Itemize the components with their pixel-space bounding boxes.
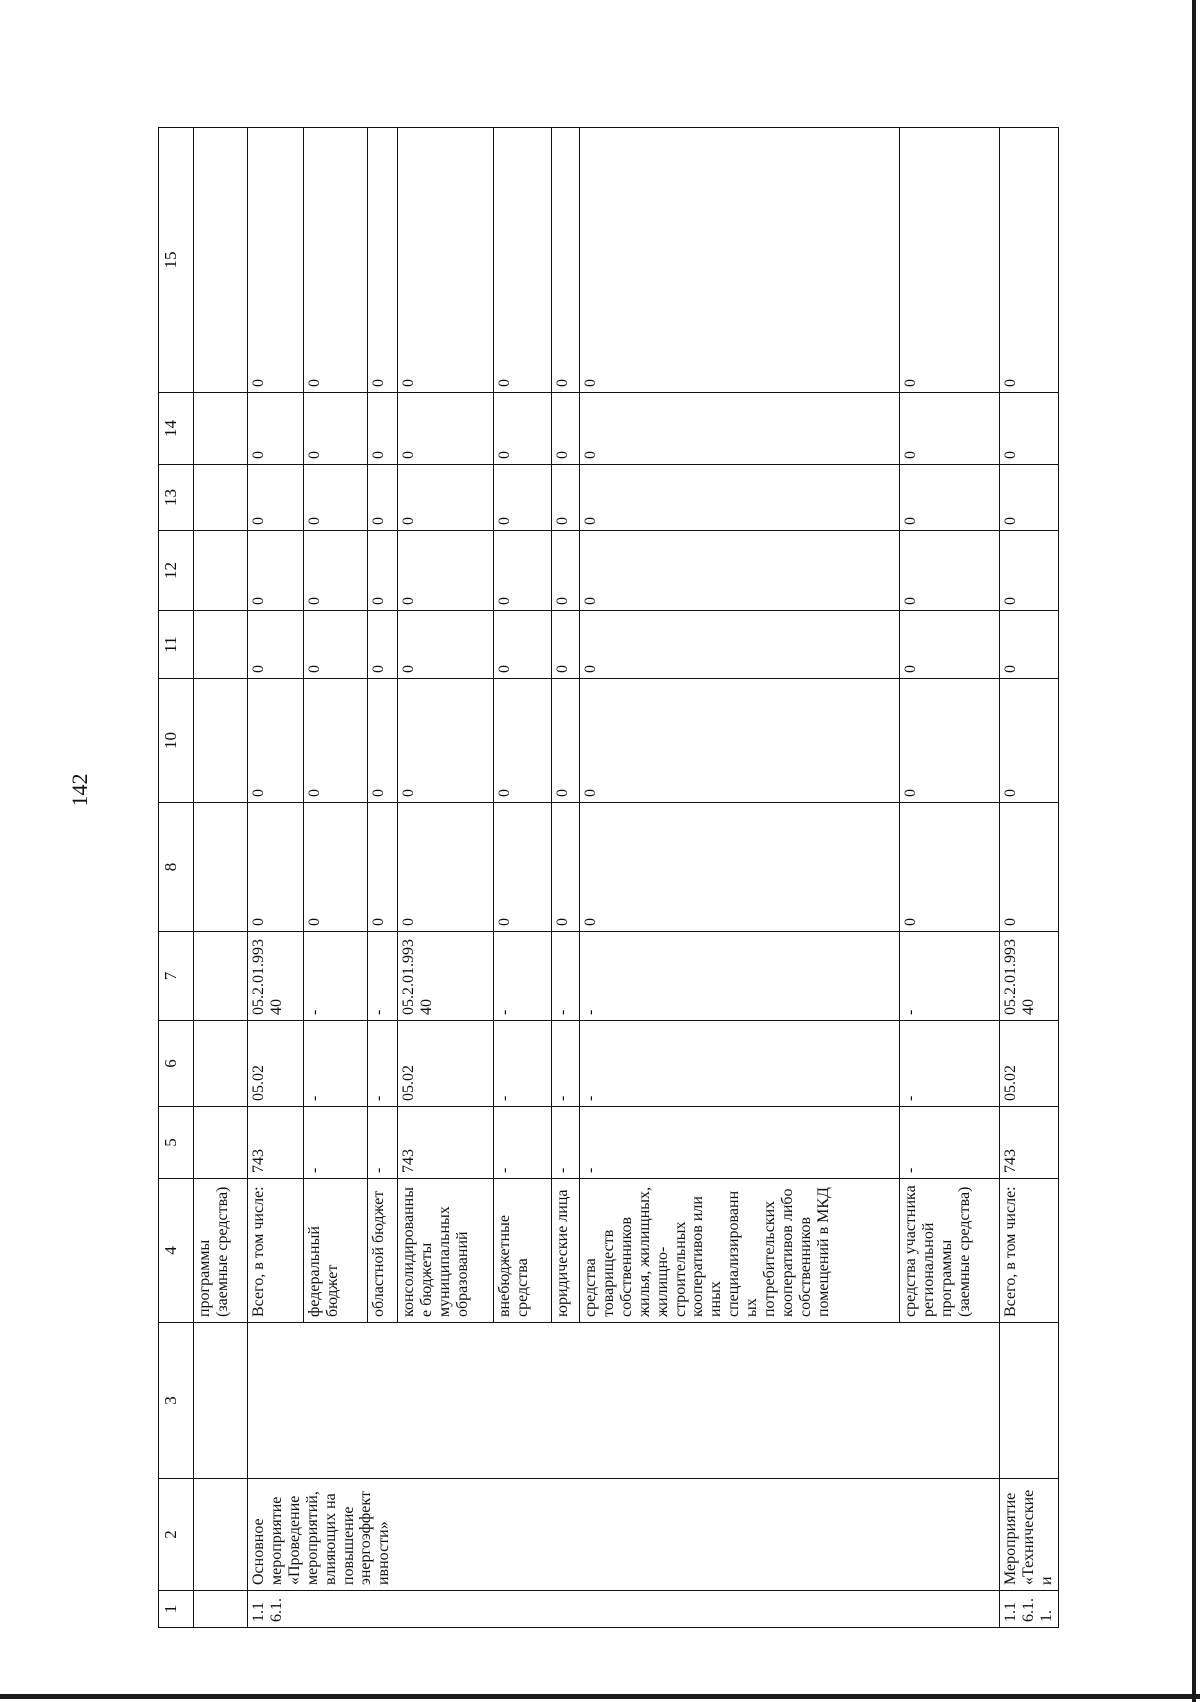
cell-col15: 0	[1000, 128, 1059, 393]
cell-source: юридические лица	[552, 1179, 580, 1323]
cell-num: 1.16.1.	[248, 1591, 1000, 1628]
cell-col11: 0	[368, 611, 398, 679]
cell-col11: 0	[900, 611, 1000, 679]
cell-col8: 0	[248, 803, 304, 932]
cell-col10: 0	[900, 679, 1000, 803]
cell-col15: 0	[552, 128, 580, 393]
table-row	[194, 128, 248, 1628]
cell-col12	[194, 531, 248, 611]
col-header-8: 8	[159, 803, 194, 932]
budget-table	[158, 127, 1059, 1628]
cell-col15: 0	[368, 128, 398, 393]
cell-source: внебюджетные средства	[494, 1179, 552, 1323]
cell-col5: 743	[248, 1107, 304, 1179]
cell-col13: 0	[368, 465, 398, 531]
cell-col14: 0	[398, 393, 494, 465]
cell-col10: 0	[494, 679, 552, 803]
cell-col11: 0	[1000, 611, 1059, 679]
cell-col12: 0	[494, 531, 552, 611]
cell-col10: 0	[368, 679, 398, 803]
cell-col13: 0	[304, 465, 368, 531]
cell-col11	[194, 611, 248, 679]
cell-col8: 0	[1000, 803, 1059, 932]
cell-col3	[248, 1323, 1000, 1479]
cell-source: средства товариществ собственников жилья, жилищных, жилищно-строительных кооперативов или иных специализированных потребительских кооперативов либо собственников помещений в МКД	[580, 1179, 900, 1323]
cell-col13: 0	[248, 465, 304, 531]
cell-col7	[194, 932, 248, 1021]
cell-col5	[194, 1107, 248, 1179]
cell-col14: 0	[580, 393, 900, 465]
col-header-11: 11	[159, 611, 194, 679]
cell-col6: 05.02	[1000, 1021, 1059, 1107]
cell-col14: 0	[552, 393, 580, 465]
cell-col6: -	[304, 1021, 368, 1107]
cell-col14: 0	[1000, 393, 1059, 465]
cell-col15: 0	[248, 128, 304, 393]
cell-col13: 0	[494, 465, 552, 531]
cell-col12: 0	[1000, 531, 1059, 611]
cell-col3	[194, 1323, 248, 1479]
cell-col13	[194, 465, 248, 531]
cell-name: Мероприятие «Технические и	[1000, 1479, 1059, 1591]
cell-col8: 0	[368, 803, 398, 932]
cell-source: Всего, в том числе:	[248, 1179, 304, 1323]
cell-col12: 0	[900, 531, 1000, 611]
cell-col10: 0	[304, 679, 368, 803]
cell-name	[194, 1479, 248, 1591]
cell-col11: 0	[494, 611, 552, 679]
cell-col12: 0	[248, 531, 304, 611]
table-row	[1000, 128, 1059, 1628]
cell-num	[194, 1591, 248, 1628]
col-header-3: 3	[159, 1323, 194, 1479]
cell-col5: 743	[1000, 1107, 1059, 1179]
table-row	[248, 128, 304, 1628]
cell-col6: -	[368, 1021, 398, 1107]
cell-col5: -	[552, 1107, 580, 1179]
cell-col6: 05.02	[398, 1021, 494, 1107]
col-header-2: 2	[159, 1479, 194, 1591]
cell-col5: -	[368, 1107, 398, 1179]
cell-col8: 0	[580, 803, 900, 932]
cell-col14: 0	[494, 393, 552, 465]
cell-col10: 0	[248, 679, 304, 803]
scan-edge-bottom	[0, 1694, 1200, 1699]
cell-col10: 0	[552, 679, 580, 803]
page-number: 142	[67, 773, 92, 807]
col-header-15: 15	[159, 128, 194, 393]
cell-col10: 0	[1000, 679, 1059, 803]
cell-col6: -	[494, 1021, 552, 1107]
cell-col14: 0	[368, 393, 398, 465]
cell-col3	[1000, 1323, 1059, 1479]
cell-source: областной бюджет	[368, 1179, 398, 1323]
cell-col7: 05.2.01.99340	[248, 932, 304, 1021]
col-header-4: 4	[159, 1179, 194, 1323]
cell-col7: -	[304, 932, 368, 1021]
cell-col10: 0	[398, 679, 494, 803]
cell-col15: 0	[494, 128, 552, 393]
cell-col7: -	[494, 932, 552, 1021]
cell-col6: -	[580, 1021, 900, 1107]
cell-col7: -	[552, 932, 580, 1021]
cell-col11: 0	[248, 611, 304, 679]
cell-col13: 0	[552, 465, 580, 531]
cell-col8: 0	[304, 803, 368, 932]
cell-col7: -	[580, 932, 900, 1021]
cell-col15: 0	[304, 128, 368, 393]
cell-col14: 0	[248, 393, 304, 465]
cell-col12: 0	[398, 531, 494, 611]
cell-col8: 0	[900, 803, 1000, 932]
cell-col12: 0	[368, 531, 398, 611]
cell-col7: -	[368, 932, 398, 1021]
cell-col15	[194, 128, 248, 393]
cell-col11: 0	[304, 611, 368, 679]
cell-col7: -	[900, 932, 1000, 1021]
cell-source: средства участника региональной программы (заемные средства)	[900, 1179, 1000, 1323]
cell-col7: 05.2.01.99340	[398, 932, 494, 1021]
cell-col7: 05.2.01.99340	[1000, 932, 1059, 1021]
cell-col8	[194, 803, 248, 932]
cell-col12: 0	[304, 531, 368, 611]
cell-source: федеральный бюджет	[304, 1179, 368, 1323]
cell-col13: 0	[398, 465, 494, 531]
header-row	[159, 128, 194, 1628]
cell-col5: -	[900, 1107, 1000, 1179]
cell-col10: 0	[580, 679, 900, 803]
col-header-13: 13	[159, 465, 194, 531]
cell-col6: -	[552, 1021, 580, 1107]
cell-col8: 0	[398, 803, 494, 932]
cell-col15: 0	[580, 128, 900, 393]
col-header-10: 10	[159, 679, 194, 803]
cell-source: консолидированные бюджеты муниципальных образований	[398, 1179, 494, 1323]
cell-col5: -	[304, 1107, 368, 1179]
rotated-table-wrapper	[158, 128, 1098, 1628]
cell-source: Всего, в том числе:	[1000, 1179, 1059, 1323]
cell-col6	[194, 1021, 248, 1107]
cell-col14: 0	[900, 393, 1000, 465]
cell-col5: -	[580, 1107, 900, 1179]
scan-edge-right	[1192, 0, 1196, 1702]
cell-col14	[194, 393, 248, 465]
cell-col13: 0	[580, 465, 900, 531]
col-header-5: 5	[159, 1107, 194, 1179]
cell-col6: 05.02	[248, 1021, 304, 1107]
cell-col5: -	[494, 1107, 552, 1179]
cell-col8: 0	[552, 803, 580, 932]
cell-col15: 0	[398, 128, 494, 393]
col-header-7: 7	[159, 932, 194, 1021]
cell-col13: 0	[900, 465, 1000, 531]
cell-col15: 0	[900, 128, 1000, 393]
cell-col11: 0	[552, 611, 580, 679]
cell-col10	[194, 679, 248, 803]
cell-num: 1.16.1.1.	[1000, 1591, 1059, 1628]
col-header-1: 1	[159, 1591, 194, 1628]
cell-col8: 0	[494, 803, 552, 932]
col-header-12: 12	[159, 531, 194, 611]
cell-col12: 0	[552, 531, 580, 611]
cell-col14: 0	[304, 393, 368, 465]
cell-source: программы (заемные средства)	[194, 1179, 248, 1323]
cell-col12: 0	[580, 531, 900, 611]
cell-col13: 0	[1000, 465, 1059, 531]
cell-name: Основное мероприятие «Проведение мероприятий, влияющих на повышение энергоэффективности»	[248, 1479, 1000, 1591]
cell-col6: -	[900, 1021, 1000, 1107]
cell-col11: 0	[398, 611, 494, 679]
col-header-14: 14	[159, 393, 194, 465]
cell-col5: 743	[398, 1107, 494, 1179]
cell-col11: 0	[580, 611, 900, 679]
col-header-6: 6	[159, 1021, 194, 1107]
